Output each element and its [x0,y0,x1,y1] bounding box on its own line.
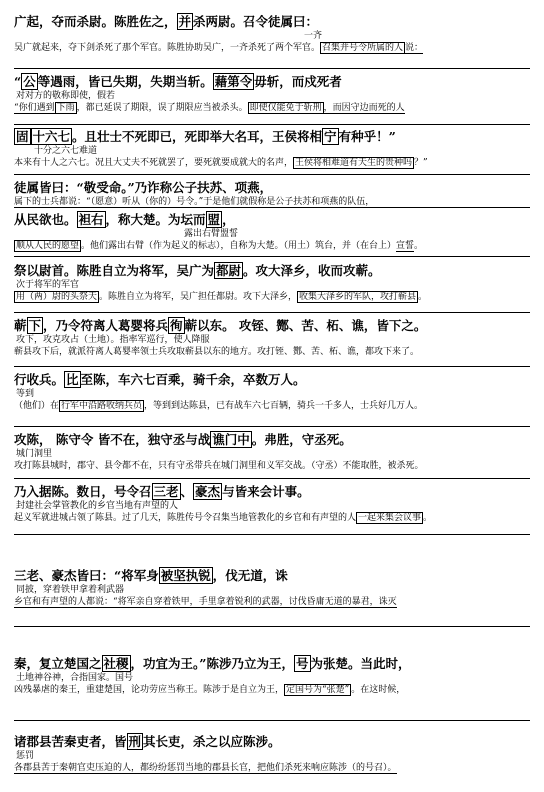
original-text-line [14,129,530,145]
text-run: 。在这时候， [351,685,406,695]
passage-section [14,432,530,473]
text-run: 杀两尉。召令徒属曰： [193,14,319,29]
boxed-phrase: 谯门中 [212,432,250,447]
section-divider [14,68,530,69]
passage-section [14,180,530,209]
translation-line [14,762,530,775]
text-run: 。 [418,292,428,302]
gloss-line: 同披，穿着铁甲拿着利武器 [16,585,125,595]
boxed-phrase: 被坚执锐 [160,568,211,583]
gloss-line: 封建社会掌管教化的乡官当地有声望的人 [16,501,179,511]
translation-line [14,460,530,473]
text-run: 秦，复立楚国之 [14,656,102,671]
gloss-line: 土地神谷神，合指国家。国号 [16,673,134,683]
boxed-phrase: 宁 [324,129,337,144]
passage-section [14,318,530,359]
translation-line [14,400,530,413]
text-run: 蕲县攻下后，就派符离人葛婴率领士兵攻取蕲县以东的地方。攻打铚、酂、苦、柘、谯，都攻下来了。 [14,347,420,357]
boxed-phrase: 定国号为“张楚” [286,685,350,695]
passage-section [14,212,530,253]
section-divider [14,124,530,125]
text-run: 乃入据陈。数日，号令召 [14,484,152,499]
translation-line [14,157,530,170]
boxed-phrase: 三老 [153,484,179,499]
passage-section [14,372,530,413]
text-run: 与皆来会计事。 [222,484,310,499]
text-run: 攻打陈县城时，郡守、县令都不在，只有守丞带兵在城门洞里和义军交战。（守丞）不能取胜，被杀死。 [14,461,424,471]
gloss-line: 一齐 [304,31,323,41]
text-run: ，而因守边而死的人 [323,103,405,113]
section-divider [14,366,530,367]
translation-line [14,596,530,609]
text-run: ， [222,212,235,227]
text-run: 广起，夺而杀尉。陈胜佐之， [14,14,177,29]
text-run: 徒属皆曰：“敬受命。”乃诈称公子扶苏、项燕， [14,180,273,195]
text-run: 为张楚。当此时， [310,656,411,671]
passage-section [14,656,530,697]
original-text-line [14,74,530,90]
section-divider [14,426,530,427]
passage-section [14,263,530,304]
original-text-line [14,484,530,500]
text-run: 诸郡县苦秦吏者，皆 [14,734,127,749]
text-run: ，等到到达陈县，已有战车六七百辆，骑兵一千多人，士兵好几万人。 [144,401,424,411]
text-run: 。陈胜自立为将军，吴广担任都尉。攻下大泽乡， [99,292,298,302]
text-run: 。且壮士不死即已，死即举大名耳，王侯将相 [72,129,323,144]
text-run: 。 [414,241,424,251]
boxed-phrase: 收集大泽乡的军队，攻打蕲县 [299,292,417,302]
original-text-line [14,568,530,584]
gloss-line: 惩罚 [16,751,35,761]
translation-line [14,512,530,525]
text-run: 。弗胜，守丞死。 [251,432,352,447]
section-divider [14,174,530,175]
text-run: 。 [423,513,433,523]
passage-section [14,484,530,525]
boxed-phrase: 下雨 [56,103,75,113]
boxed-phrase: 并 [178,14,192,29]
original-text-line [14,212,530,228]
text-run: 。攻大泽乡，收而攻蕲。 [243,263,381,278]
gloss-line: 对对方的敬称即使，假若 [16,91,116,101]
text-run: ，乃令符离人葛婴将兵 [43,318,169,333]
text-run: 等遇雨，皆已失期，失期当斩。 [37,74,213,89]
text-run: （他们）在 [14,401,60,411]
text-run: 行收兵。 [14,372,65,387]
text-run: 起义军就进城占领了陈县。过了几天，陈胜传号令召集当地管教化的乡官和有声望的人 [14,513,357,523]
text-run: ，伐无道，诛 [212,568,288,583]
text-run: ，功宜为王。”陈涉乃立为王， [130,656,294,671]
passage-section [14,734,530,775]
translation-line [14,684,530,697]
text-run: 各郡县苦于秦朝官吏压迫的人，都纷纷惩罚当地的郡县长官，把他们杀死来响应陈涉（的号召）。 [14,763,397,773]
text-run: 毋斩，而戍死者 [254,74,342,89]
gloss-line: 等到 [16,389,35,399]
section-divider [14,478,530,479]
boxed-phrase: 十六七 [32,129,71,144]
boxed-phrase: 公 [23,74,36,89]
text-run: 攻陈， [14,432,52,447]
gloss-line: 城门洞里 [16,449,53,459]
text-run: 吴广就起来，夺下剑杀死了那个军官。陈胜协助吴广，一齐杀死了两个军官。 [14,43,321,53]
boxed-phrase: 都尉 [216,263,242,278]
boxed-phrase: 盟 [207,212,221,227]
section-divider [14,207,530,208]
text-run: 从民欲也。 [14,212,77,227]
section-divider [14,312,530,313]
original-text-line [14,432,530,448]
section-divider [14,720,530,721]
boxed-phrase: 比 [66,372,79,387]
text-run: 蕲 [14,318,27,333]
boxed-phrase: 藉第令 [214,74,253,89]
text-run: “你们遇到 [14,103,55,113]
passage-section [14,74,530,115]
passage-section [14,568,530,609]
gloss-line: 次于将军的军官 [16,280,80,290]
boxed-phrase: 号 [295,656,309,671]
text-run: 凶残暴虐的秦王，重建楚国，论功劳应当称王。陈涉于是自立为王， [14,685,285,695]
text-run: 属下的士兵都说：“（愿意）听从（你的）号令。”于是他们就假称是公子扶苏和项燕的队伍， [14,197,375,207]
section-divider [14,256,530,257]
section-divider [14,534,530,535]
text-run: 蕲以东。 [184,318,235,333]
original-text-line [14,14,530,30]
text-run: 。他们露出右臂（作为起义的标志），自称为大楚。（用土）筑台，并（在台上） [81,241,397,251]
gloss-line: 十分之六七难道 [34,146,98,156]
text-run: ，都已延误了期限，误了期限应当被杀头。 [76,103,248,113]
text-run: “ [14,74,22,89]
text-run: 说： [405,43,424,53]
text-run: 、 [180,484,194,499]
boxed-phrase: 用（两）尉的头祭天 [16,292,98,302]
boxed-phrase: 徇 [170,318,183,333]
section-divider [14,626,530,627]
text-run: 陈守令 皆不在，独守丞与战 [51,432,211,447]
translation-line [14,42,530,55]
text-run: 至陈，车六七百乘，骑千余，卒数万人。 [80,372,306,387]
original-text-line [14,372,530,388]
boxed-phrase: 固 [16,129,29,144]
boxed-phrase: 社稷 [103,656,129,671]
text-run: 乡官和有声望的人都说：“将军亲自穿着铁甲，手里拿着锐利的武器，讨伐昏庸无道的暴君，诛灭 [14,597,397,607]
original-text-line [14,734,530,750]
text-run: 三老、豪杰皆曰：“将军身 [14,568,159,583]
boxed-phrase: 一起来集会议事 [358,513,422,523]
original-text-line [14,656,530,672]
translation-line [14,102,530,115]
text-run: 本来有十人之六七。况且大丈夫不死就罢了，要死就要成就大的名声， [14,158,294,168]
text-run: 有种乎！” [338,129,396,144]
translation-line [14,291,530,304]
original-text-line [14,180,530,196]
boxed-phrase: 顺从人民的愿望 [16,241,80,251]
boxed-phrase: 王侯将相难道有天生的贵种吗 [295,158,413,168]
text-run: 其长吏，杀之以应陈涉。 [143,734,281,749]
text-run: 宣誓 [396,241,415,251]
translation-line [14,346,530,359]
translation-line [14,240,530,253]
boxed-phrase: 即使仅能免于斩刑 [249,103,322,113]
text-run: ，称大楚。为坛而 [105,212,206,227]
original-text-line [14,263,530,279]
text-run: 攻铚、酂、苦、柘、谯，皆下之。 [234,318,427,333]
passage-section [14,14,530,55]
gloss-line: 露出右臂盟誓 [184,229,239,239]
boxed-phrase: 豪杰 [195,484,221,499]
passage-section [14,129,530,170]
boxed-phrase: 下 [28,318,42,333]
text-run: 祭以尉首。陈胜自立为将军，吴广为 [14,263,215,278]
boxed-phrase: 袒右 [78,212,104,227]
boxed-phrase: 刑 [128,734,142,749]
original-text-line [14,318,530,334]
text-run: ？” [414,158,428,168]
gloss-line: 攻下，攻克攻占（土地）。指率军巡行，使人降服 [16,335,210,345]
boxed-phrase: 召集并号令所属的人 [322,43,404,53]
boxed-phrase: 行军中沿路收纳兵员 [61,401,143,411]
